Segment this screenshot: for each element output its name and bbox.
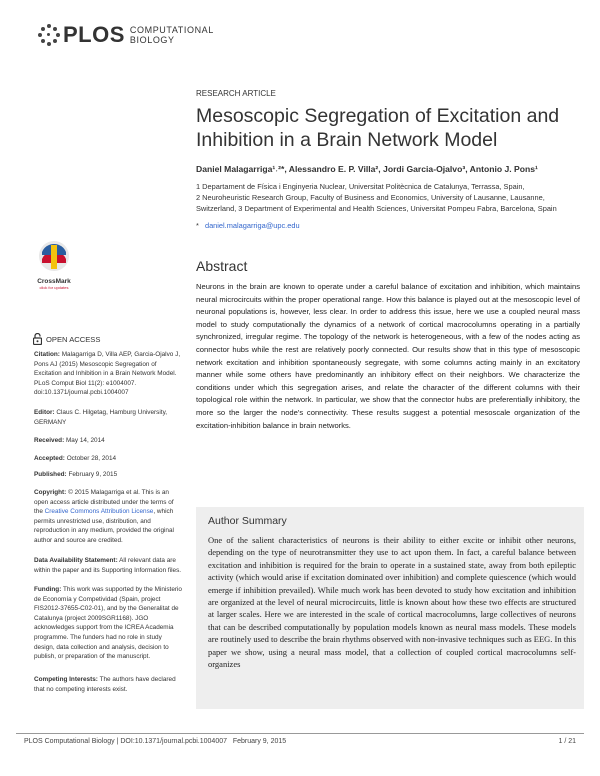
competing-interests-block	[34, 675, 182, 694]
crossmark-icon	[34, 239, 74, 275]
accepted-label: Accepted:	[34, 455, 65, 462]
open-access-label: OPEN ACCESS	[46, 334, 101, 344]
logo-journal-name	[130, 25, 214, 45]
competing-interests-label: Competing Interests:	[34, 676, 98, 683]
citation-text: Malagarriga D, Villa AEP, Garcia-Ojalvo J, Pons AJ (2015) Mesoscopic Segregation of Excitation and Inhibition in a Brain Network Model. PLoS Comput Biol 11(2): e1004007. doi:10.1371/journal.pcbi.1004007	[34, 351, 181, 397]
footer-citation: PLOS Computational Biology | DOI:10.1371/journal.pcbi.1004007 February 9, 2015	[24, 738, 287, 745]
citation-block	[34, 350, 182, 398]
email-link[interactable]: daniel.malagarriga@upc.edu	[204, 221, 300, 230]
data-availability-block	[34, 556, 182, 575]
citation-label: Citation:	[34, 351, 60, 358]
author-list: Daniel Malagarriga¹˒²*, Alessandro E. P. Villa², Jordi Garcia-Ojalvo³, Antonio J. Pons¹	[196, 164, 538, 174]
editor-text: Claus C. Hilgetag, Hamburg University, GERMANY	[34, 409, 168, 426]
footer-divider	[16, 733, 584, 734]
affiliations	[196, 182, 576, 214]
copyright-text-2: , which permits unrestricted use, distribution, and reproduction in any medium, provided the original author and source are credited.	[34, 508, 174, 544]
affiliation-1: 1 Departament de Física i Enginyeria Nuclear, Universitat Politècnica de Catalunya, Terrassa, Spain,	[196, 182, 525, 191]
editor-label: Editor:	[34, 409, 55, 416]
author-summary-heading: Author Summary	[208, 515, 287, 527]
copyright-label: Copyright:	[34, 489, 67, 496]
open-access-badge	[33, 333, 100, 345]
logo-plos-text: PLOS	[63, 22, 125, 47]
affiliation-2: 2 Neuroheuristic Research Group, Faculty of Business and Economics, University of Lausanne, Lausanne,	[196, 192, 545, 202]
copyright-text-1: © 2015 Malagarriga et al. This is an open access article distributed under the terms of the	[34, 489, 174, 516]
open-lock-icon	[33, 333, 42, 345]
crossmark-label: CrossMark	[37, 278, 71, 285]
abstract-heading: Abstract	[196, 258, 248, 274]
title-line-2: Inhibition in a Brain Network Model	[196, 129, 498, 151]
accepted-block	[34, 454, 182, 464]
article-title	[196, 104, 576, 152]
copyright-block	[34, 488, 182, 546]
funding-text: This work was supported by the Ministerio de Economía y Competividad (Spain, project FIS2012-37655-C02-01), and by the Generalitat de Catalunya (project 2009SGR1168). JGO acknowledges support from the ICREA Academia programme. The funders had no role in study design, data collection and analysis, decision to publish, or preparation of the manuscript.	[34, 586, 182, 661]
funding-label: Funding:	[34, 586, 62, 593]
logo-line-2: BIOLOGY	[129, 35, 175, 45]
license-link[interactable]: Creative Commons Attribution License	[44, 508, 154, 516]
received-block	[34, 436, 182, 446]
email-marker: *	[196, 221, 199, 230]
received-text: May 14, 2014	[65, 437, 105, 444]
corresponding-email	[196, 221, 300, 230]
abstract-text: Neurons in the brain are known to operate under a careful balance of excitation and inhibition, which maintains neural microcircuits within the proper operational range. How this balance is played out at the mesoscopic level of neuronal populations is, however, less clear. In order to address this issue, here we use a coupled neural mass model to study computationally the dynamics of a network of cortical macrocolumns operating in a partially synchronized, irregular regime. The topology of the network is heterogeneous, with a few of the nodes acting as connector hubs while the rest are relatively poorly connected. Our results show that in this type of mesoscopic network excitation and inhibition spontaneously segregate, with some columns acting mainly in an excitatory manner while some others have predominantly an inhibitory effect on their neighbors. We characterize the conditions under which this segregation arises, and relate the character of the different columns with their topological role within the network. In particular, we show that the connector hubs are preferentially inhibitory, the more so the larger the node's connectivity. These results suggest a potential mesoscale organization of the excitation-inhibition balance in brain networks.	[196, 282, 580, 430]
title-line-1: Mesoscopic Segregation of Excitation and	[196, 105, 560, 127]
published-block	[34, 470, 182, 480]
logo-line-1: COMPUTATIONAL	[129, 25, 214, 35]
journal-logo	[38, 22, 214, 48]
published-label: Published:	[34, 471, 67, 478]
plos-dots-icon	[38, 24, 60, 46]
author-summary-text: One of the salient characteristics of neurons is their ability to either excite or inhibit other neurons, depending on the type of neurotransmitter they use to act upon them. In fact, a careful balance between excitation and inhibition is required for the brain to operate in a sustained state, away from both epileptic activity (which would arise if excitation dominated over inhibition) and complete quiescence (which would emerge if inhibition prevailed). While much work has been devoted to study how excitation and inhibition are organized at the level of neural microcircuits, little is known about how these two effects are structured at larger scales. Here we are interested in the scale of cortical macrocolumns, large collectives of neurons that can be described computationally by population models known as neural mass models. These models are routinely used to describe the brain rhythms observed with non-invasive techniques such as EEG. In this paper we show, using a neural mass model, that a collection of coupled cortical macrocolumns self-organizes	[208, 535, 577, 670]
crossmark-sublabel: click for updates	[39, 285, 69, 290]
editor-block	[34, 408, 182, 427]
accepted-text: October 28, 2014	[66, 455, 117, 462]
data-availability-label: Data Availability Statement:	[34, 557, 118, 564]
funding-block	[34, 585, 182, 662]
affiliation-3: Switzerland, 3 Department of Experimental and Health Sciences, Universitat Pompeu Fabra, Barcelona, Spain	[196, 203, 557, 213]
competing-interests-text: The authors have declared that no competing interests exist.	[34, 676, 176, 693]
page-number: 1 / 21	[558, 738, 576, 745]
received-label: Received:	[34, 437, 65, 444]
crossmark-badge[interactable]	[34, 239, 74, 290]
article-type: RESEARCH ARTICLE	[196, 89, 276, 98]
published-text: February 9, 2015	[68, 471, 118, 478]
data-availability-text: All relevant data are within the paper and its Supporting Information files.	[34, 557, 182, 574]
